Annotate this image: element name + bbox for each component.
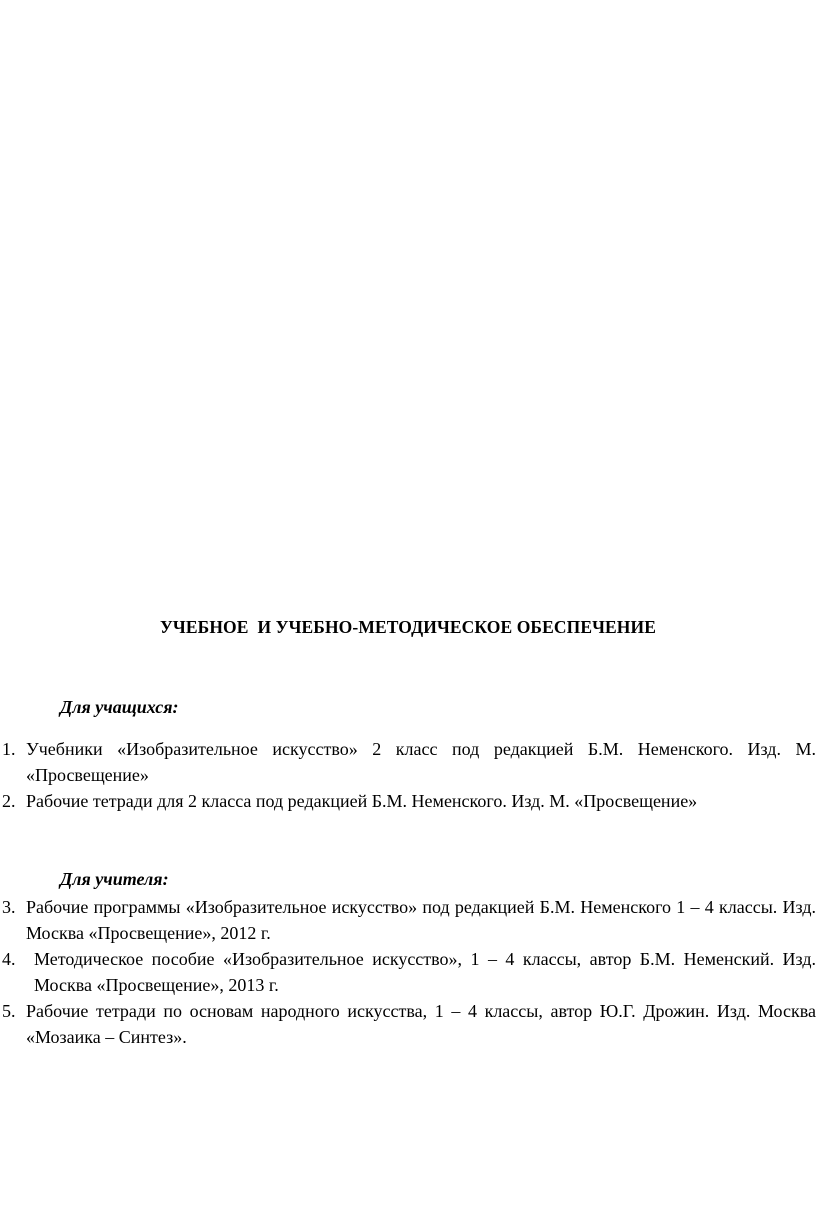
item-text: Рабочие тетради для 2 класса под редакцией Б.М. Неменского. Изд. М. «Просвещение»: [26, 791, 698, 811]
item-number: 5.: [2, 1001, 16, 1021]
page-title: УЧЕБНОЕ И УЧЕБНО-МЕТОДИЧЕСКОЕ ОБЕСПЕЧЕНИЕ: [159, 617, 657, 637]
list-item: [0, 946, 816, 998]
section-heading-teachers: Для учителя:: [60, 869, 169, 889]
list-item: [0, 998, 816, 1050]
item-text: Методическое пособие «Изобразительное искусство», 1 – 4 классы, автор Б.М. Неменский. Изд. Москва «Просвещение», 2013 г.: [34, 949, 816, 995]
item-number: 1.: [2, 739, 16, 759]
item-text: Рабочие тетради по основам народного искусства, 1 – 4 классы, автор Ю.Г. Дрожин. Изд. Москва «Мозаика – Синтез».: [26, 1001, 816, 1047]
list-item: [0, 894, 816, 946]
teachers-resource-list: [0, 894, 816, 1050]
item-number: 4.: [2, 949, 16, 969]
item-number: 2.: [2, 791, 16, 811]
item-text: Учебники «Изобразительное искусство» 2 класс под редакцией Б.М. Неменского. Изд. М. «Просвещение»: [26, 739, 816, 785]
list-item: [0, 788, 816, 814]
list-item: [0, 736, 816, 788]
section-heading-students: Для учащихся:: [60, 697, 179, 717]
students-resource-list: [0, 736, 816, 814]
item-text: Рабочие программы «Изобразительное искусство» под редакцией Б.М. Неменского 1 – 4 классы. Изд. Москва «Просвещение», 2012 г.: [26, 897, 816, 943]
item-number: 3.: [2, 897, 16, 917]
